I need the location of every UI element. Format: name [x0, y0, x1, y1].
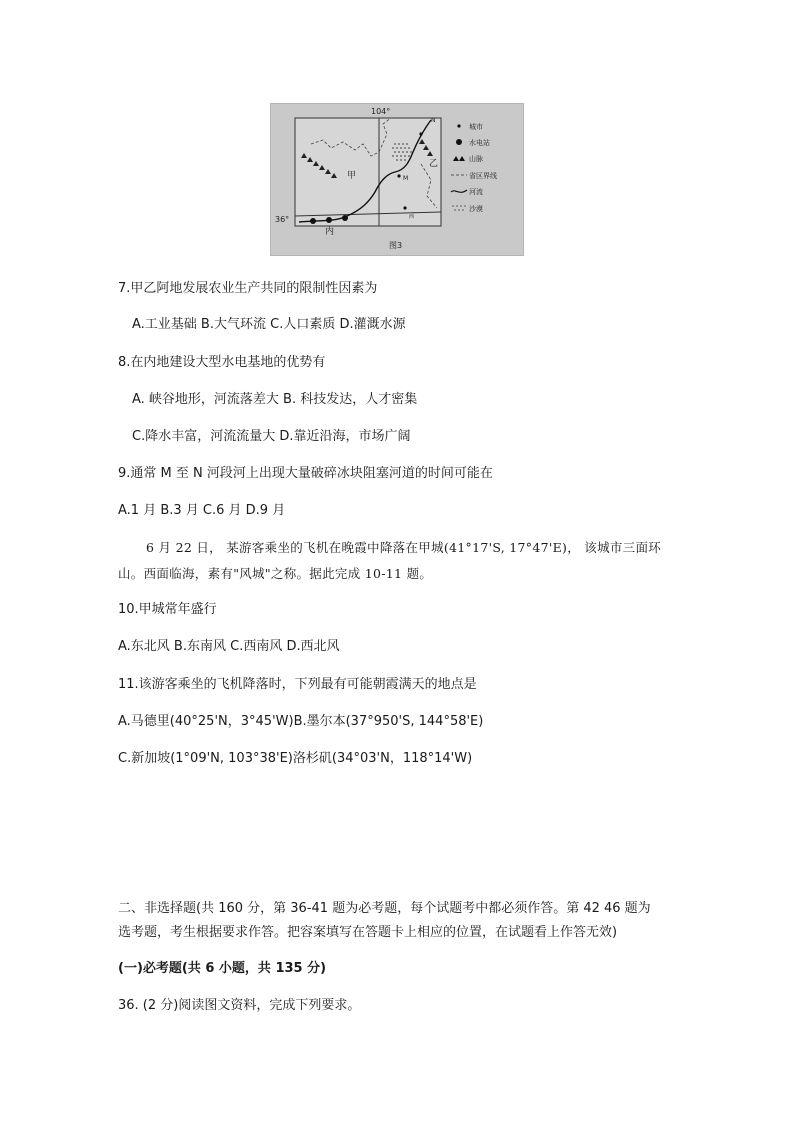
q7-stem: 7.甲乙阿地发展农业生产共同的限制性因素为: [118, 281, 378, 296]
label-N: N: [431, 117, 436, 124]
q11-options-2: C.新加坡(1°09'N, 103°38'E)洛杉矶(34°03'N，118°14'W): [118, 751, 473, 766]
map-figure: [270, 103, 524, 256]
section2-sub-heading: (一)必考题(共 6 小题，共 135 分): [118, 961, 327, 976]
label-xi: 西: [409, 214, 415, 220]
q10-options: A.东北风 B.东南风 C.西南风 D.西北风: [118, 639, 340, 654]
legend-label: 城市: [469, 123, 483, 131]
map-frame: [295, 118, 441, 226]
river-icon: [451, 190, 467, 192]
lon-label: 104°: [371, 107, 391, 116]
q9-options: A.1 月 B.3 月 C.6 月 D.9 月: [118, 503, 286, 518]
q10-stem: 10.甲城常年盛行: [118, 602, 217, 617]
legend-label: 水电站: [469, 139, 490, 147]
lat-label: 36°: [275, 215, 290, 224]
section2-heading-1: 二、非选择题(共 160 分，第 36-41 题为必考题，每个试题考中都必须作答。第 42 46 题为: [118, 901, 651, 916]
legend: [451, 122, 497, 213]
q11-options-1: A.马德里(40°25'N，3°45'W)B.墨尔本(37°950'S, 144°58'E): [118, 714, 484, 729]
legend-label: 省区界线: [469, 172, 497, 180]
label-jia: 甲: [347, 171, 357, 181]
q8-options-2: C.降水丰富，河流流量大 D.靠近沿海，市场广阔: [132, 429, 411, 444]
q9-stem: 9.通常 M 至 N 河段河上出现大量破碎冰块阻塞河道的时间可能在: [118, 466, 493, 481]
label-M: M: [403, 175, 409, 182]
q7-options: A.工业基础 B.大气环流 C.人口素质 D.灌溉水源: [132, 317, 406, 332]
desert-icon: [452, 205, 466, 211]
hydropower-icon: [456, 139, 462, 145]
figure-caption: 图3: [389, 241, 403, 250]
q8-options-1: A. 峡谷地形，河流落差大 B. 科技发达，人才密集: [132, 392, 418, 407]
legend-label: 沙漠: [469, 205, 483, 213]
label-nei: 内: [325, 227, 335, 237]
mountain-icon: [453, 156, 465, 161]
q8-stem: 8.在内地建设大型水电基地的优势有: [118, 355, 326, 370]
city-dot-icon: [457, 124, 460, 127]
intro-line-2: 山。西面临海，素有"风城"之称。据此完成 10-11 题。: [118, 566, 433, 581]
map-svg: [271, 104, 523, 255]
intro-line-1: 6 月 22 日， 某游客乘坐的飞机在晚霞中降落在甲城(41°17'S, 17°47'E)， 该城市三面环: [146, 540, 662, 555]
section2-heading-2: 选考题，考生根据要求作答。把容案填写在答题卡上相应的位置，在试题看上作答无效): [118, 925, 618, 940]
legend-label: 山脉: [469, 155, 483, 163]
q36-stem: 36. (2 分)阅读图文资料，完成下列要求。: [118, 998, 361, 1013]
q11-stem: 11.该游客乘坐的飞机降落时，下列最有可能朝霞满天的地点是: [118, 677, 477, 692]
legend-label: 河流: [469, 188, 483, 196]
label-yi: 乙: [429, 159, 439, 169]
